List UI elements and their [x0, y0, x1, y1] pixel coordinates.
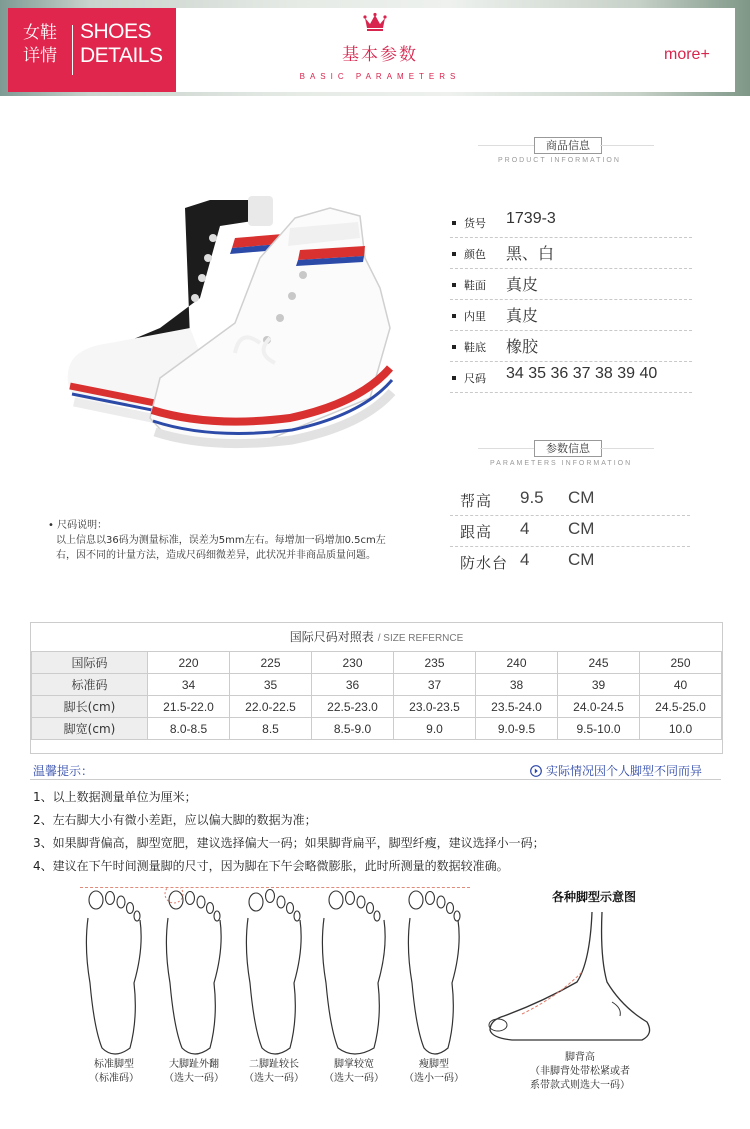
product-image — [60, 178, 400, 472]
bullet-icon — [452, 345, 456, 349]
tip-item: 3、如果脚背偏高，脚型宽肥，建议选择偏大一码；如果脚背扁平，脚型纤瘦，建议选择小一码； — [33, 836, 545, 850]
foot-type-name: 瘦脚型 — [419, 1059, 449, 1070]
size-table-header-cell: 标准码 — [32, 674, 148, 696]
crown-icon — [363, 12, 387, 36]
size-table-cell: 9.5-10.0 — [558, 718, 640, 740]
size-table-cell: 220 — [148, 652, 230, 674]
more-link[interactable]: more+ — [664, 46, 710, 63]
size-table-row — [32, 652, 722, 674]
foot-outline-icon — [238, 888, 310, 1062]
foot-caption — [154, 1058, 234, 1086]
info-row — [450, 361, 692, 393]
foot-type-advice: （选小一码） — [404, 1073, 464, 1084]
size-table-cell: 8.5-9.0 — [312, 718, 394, 740]
tips-list — [33, 786, 545, 878]
tag-divider — [600, 448, 654, 449]
brand-en — [80, 20, 172, 68]
size-table-cell: 40 — [640, 674, 722, 696]
info-value: 真皮 — [506, 308, 539, 325]
info-value: 黑、白 — [506, 246, 555, 263]
foot-type-advice: （选大一码） — [324, 1073, 384, 1084]
size-note-title: • 尺码说明： — [48, 520, 108, 531]
info-label: 鞋面 — [464, 279, 486, 292]
foot-type-advice: （选大一码） — [164, 1073, 224, 1084]
foot-caption — [394, 1058, 474, 1086]
size-table-header-cell: 国际码 — [32, 652, 148, 674]
brand-en-text: SHOES DETAILS — [80, 20, 163, 67]
tip-item: 1、以上数据测量单位为厘米； — [33, 790, 197, 804]
info-value: 真皮 — [506, 277, 539, 294]
size-table-title-cn: 国际尺码对照表 — [289, 630, 374, 644]
side-foot-caption-advice: （非脚背处带松紧或者 — [530, 1066, 630, 1077]
param-row — [450, 484, 690, 516]
param-unit: CM — [568, 519, 595, 538]
size-table-header-cell: 脚宽(cm) — [32, 718, 148, 740]
size-table-cell: 34 — [148, 674, 230, 696]
size-table-cell: 37 — [394, 674, 476, 696]
size-table-cell: 240 — [476, 652, 558, 674]
size-table-cell: 39 — [558, 674, 640, 696]
info-row — [450, 299, 692, 331]
size-table-cell: 245 — [558, 652, 640, 674]
param-value: 4 — [520, 550, 530, 569]
tips-divider — [30, 779, 721, 780]
info-value: 橡胶 — [506, 339, 539, 356]
info-label: 鞋底 — [464, 341, 486, 354]
size-table-cell: 9.0-9.5 — [476, 718, 558, 740]
tip-item: 4、建议在下午时间测量脚的尺寸，因为脚在下午会略微膨胀，此时所测量的数据较准确。 — [33, 859, 509, 873]
parameters-tag: 参数信息 — [534, 440, 602, 457]
foot-type-advice: （标准码） — [89, 1073, 139, 1084]
size-table-cell: 9.0 — [394, 718, 476, 740]
info-value: 34 35 36 37 38 39 40 — [506, 365, 658, 382]
size-table-row — [32, 674, 722, 696]
size-table-cell: 23.0-23.5 — [394, 696, 476, 718]
foot-outline-icon — [398, 888, 470, 1062]
bullet-icon — [452, 221, 456, 225]
param-label: 帮高 — [460, 492, 493, 510]
size-table-cell: 21.5-22.0 — [148, 696, 230, 718]
size-table-cell: 38 — [476, 674, 558, 696]
size-table-cell: 10.0 — [640, 718, 722, 740]
param-unit: CM — [568, 488, 595, 507]
tip-item: 2、左右脚大小有微小差距，应以偏大脚的数据为准； — [33, 813, 317, 827]
foot-type-name: 大脚趾外翻 — [169, 1059, 219, 1070]
size-table-cell: 225 — [230, 652, 312, 674]
play-circle-icon — [530, 765, 542, 780]
param-label: 防水台 — [460, 554, 509, 572]
info-row — [450, 268, 692, 300]
foot-outline-icon — [318, 888, 390, 1062]
side-foot-caption-advice: 系带款式则选大一码） — [530, 1080, 630, 1091]
size-table-cell: 24.0-24.5 — [558, 696, 640, 718]
info-label: 货号 — [464, 217, 486, 230]
product-info-tag-en: PRODUCT INFORMATION — [498, 157, 621, 164]
tips-title: 温馨提示： — [33, 764, 94, 778]
size-table-cell: 35 — [230, 674, 312, 696]
tag-divider — [478, 145, 534, 146]
size-note-text: 以上信息以36码为测量标准，误差为5mm左右。每增加一码增加0.5cm左右，因不同的计量方法，造成尺码细微差异，此状况并非商品质量问题。 — [56, 535, 386, 561]
size-table-cell: 8.5 — [230, 718, 312, 740]
foot-caption — [234, 1058, 314, 1086]
tips-note-text: 实际情况因个人脚型不同而异 — [546, 764, 703, 778]
size-table-cell: 36 — [312, 674, 394, 696]
info-label: 颜色 — [464, 248, 486, 261]
size-table-title-en: / SIZE REFERNCE — [377, 633, 464, 644]
info-value: 1739-3 — [506, 210, 556, 227]
info-label: 尺码 — [464, 372, 486, 385]
param-row — [450, 546, 690, 577]
size-table-row — [32, 718, 722, 740]
param-unit: CM — [568, 550, 595, 569]
size-note-title-text: 尺码说明： — [57, 520, 108, 531]
brand-badge — [8, 8, 176, 92]
foot-type-name: 二脚趾较长 — [249, 1059, 299, 1070]
tips-note — [530, 762, 702, 780]
foot-outline-icon — [78, 888, 150, 1062]
info-row — [450, 330, 692, 362]
section-title: 基本参数 — [342, 45, 418, 65]
param-value: 9.5 — [520, 488, 544, 507]
brand-cn: 女鞋 详情 — [23, 23, 57, 66]
foot-caption — [314, 1058, 394, 1086]
foot-diagram-title: 各种脚型示意图 — [552, 890, 637, 904]
size-table-row — [32, 696, 722, 718]
size-table-cell: 22.5-23.0 — [312, 696, 394, 718]
size-table-cell: 23.5-24.0 — [476, 696, 558, 718]
tag-divider — [478, 448, 534, 449]
foot-caption — [74, 1058, 154, 1086]
side-foot-icon — [482, 912, 657, 1051]
foot-type-advice: （选大一码） — [244, 1073, 304, 1084]
foot-type-name: 脚掌较宽 — [334, 1059, 374, 1070]
size-note — [48, 518, 398, 563]
bullet-icon — [452, 283, 456, 287]
bullet-icon — [452, 252, 456, 256]
info-row — [450, 237, 692, 269]
info-label: 内里 — [464, 310, 486, 323]
size-table-cell: 22.0-22.5 — [230, 696, 312, 718]
foot-type-name: 标准脚型 — [94, 1059, 134, 1070]
product-info-tag: 商品信息 — [534, 137, 602, 154]
bullet-icon — [452, 376, 456, 380]
size-table-cell: 24.5-25.0 — [640, 696, 722, 718]
foot-outline-icon — [158, 888, 230, 1062]
bullet-icon — [452, 314, 456, 318]
size-table-card — [30, 622, 723, 754]
param-value: 4 — [520, 519, 530, 538]
size-table-cell: 250 — [640, 652, 722, 674]
size-table-title — [31, 623, 722, 651]
side-foot-caption — [500, 1051, 660, 1093]
parameters-tag-en: PARAMETERS INFORMATION — [490, 460, 633, 467]
param-label: 跟高 — [460, 523, 493, 541]
size-table-cell: 230 — [312, 652, 394, 674]
brand-divider — [72, 25, 73, 75]
param-row — [450, 515, 690, 547]
info-row — [450, 206, 692, 238]
size-table-header-cell: 脚长(cm) — [32, 696, 148, 718]
size-table-cell: 8.0-8.5 — [148, 718, 230, 740]
side-foot-caption-title: 脚背高 — [565, 1052, 595, 1063]
tag-divider — [600, 145, 654, 146]
size-table — [31, 651, 722, 740]
size-table-cell: 235 — [394, 652, 476, 674]
section-subtitle: BASIC PARAMETERS — [299, 72, 461, 81]
